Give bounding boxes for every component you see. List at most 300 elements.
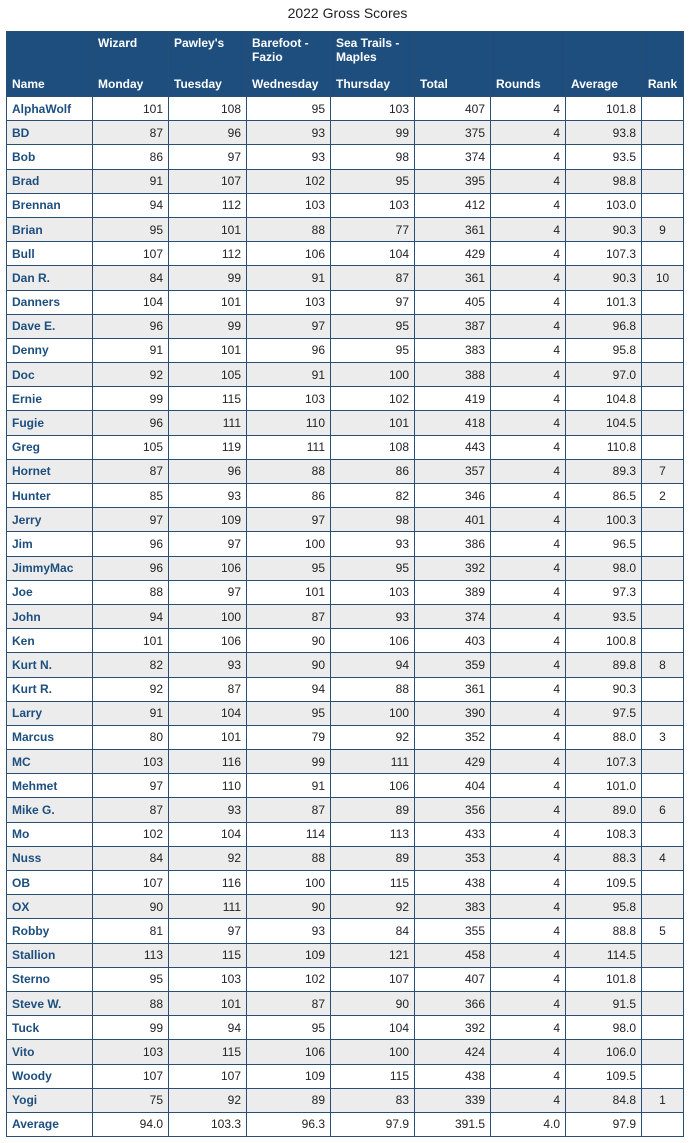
score-cell: 106 xyxy=(247,1040,331,1064)
page-title: 2022 Gross Scores xyxy=(287,5,408,21)
player-name: Robby xyxy=(7,919,93,943)
score-cell: 95 xyxy=(331,338,415,362)
score-cell: 94 xyxy=(331,653,415,677)
score-cell: 93.8 xyxy=(566,121,642,145)
rank-cell xyxy=(642,822,684,846)
score-cell: 4 xyxy=(491,580,566,604)
score-cell: 107 xyxy=(93,1064,169,1088)
score-cell: 105 xyxy=(93,435,169,459)
score-cell: 107 xyxy=(331,967,415,991)
score-cell: 96 xyxy=(93,556,169,580)
score-cell: 96 xyxy=(247,338,331,362)
score-cell: 90 xyxy=(247,629,331,653)
score-cell: 99 xyxy=(331,121,415,145)
rank-cell: 1 xyxy=(642,1088,684,1112)
score-cell: 95 xyxy=(247,701,331,725)
player-name: Hornet xyxy=(7,459,93,483)
scores-table xyxy=(6,31,684,1137)
score-cell: 374 xyxy=(415,145,491,169)
player-name: Marcus xyxy=(7,725,93,749)
score-cell: 91 xyxy=(93,169,169,193)
rank-cell xyxy=(642,750,684,774)
player-name: Jim xyxy=(7,532,93,556)
score-cell: 93 xyxy=(331,532,415,556)
score-cell: 87 xyxy=(331,266,415,290)
score-cell: 4 xyxy=(491,508,566,532)
score-cell: 86 xyxy=(331,459,415,483)
table-row xyxy=(7,266,684,290)
player-name: Hunter xyxy=(7,484,93,508)
rank-cell: 3 xyxy=(642,725,684,749)
player-name: AlphaWolf xyxy=(7,97,93,121)
score-cell: 401 xyxy=(415,508,491,532)
score-cell: 97.9 xyxy=(331,1112,415,1136)
table-row xyxy=(7,871,684,895)
player-name: Greg xyxy=(7,435,93,459)
score-cell: 4 xyxy=(491,629,566,653)
player-name: Average xyxy=(7,1112,93,1136)
score-cell: 88.0 xyxy=(566,725,642,749)
table-row xyxy=(7,435,684,459)
rank-cell xyxy=(642,242,684,266)
score-cell: 94.0 xyxy=(93,1112,169,1136)
score-cell: 114 xyxy=(247,822,331,846)
rank-cell xyxy=(642,193,684,217)
score-cell: 98 xyxy=(331,508,415,532)
rank-cell xyxy=(642,435,684,459)
score-cell: 115 xyxy=(169,943,247,967)
rank-cell xyxy=(642,411,684,435)
rank-cell xyxy=(642,991,684,1015)
score-cell: 90 xyxy=(331,991,415,1015)
score-cell: 96.3 xyxy=(247,1112,331,1136)
player-name: MC xyxy=(7,750,93,774)
rank-cell xyxy=(642,895,684,919)
player-name: Steve W. xyxy=(7,991,93,1015)
score-cell: 87 xyxy=(247,991,331,1015)
score-cell: 4 xyxy=(491,991,566,1015)
score-cell: 103 xyxy=(331,97,415,121)
score-cell: 424 xyxy=(415,1040,491,1064)
score-cell: 104 xyxy=(169,822,247,846)
score-cell: 98.0 xyxy=(566,556,642,580)
score-cell: 89 xyxy=(247,1088,331,1112)
rank-cell xyxy=(642,508,684,532)
score-cell: 88 xyxy=(247,846,331,870)
column-header: Wednesday xyxy=(247,72,331,97)
score-cell: 429 xyxy=(415,242,491,266)
score-cell: 106.0 xyxy=(566,1040,642,1064)
score-cell: 418 xyxy=(415,411,491,435)
score-cell: 97 xyxy=(169,580,247,604)
rank-cell xyxy=(642,532,684,556)
score-cell: 4 xyxy=(491,484,566,508)
player-name: OB xyxy=(7,871,93,895)
score-cell: 4 xyxy=(491,846,566,870)
score-cell: 112 xyxy=(169,193,247,217)
table-body xyxy=(7,97,684,1137)
score-cell: 111 xyxy=(331,750,415,774)
score-cell: 88.3 xyxy=(566,846,642,870)
score-cell: 4 xyxy=(491,725,566,749)
rank-cell xyxy=(642,338,684,362)
score-cell: 383 xyxy=(415,338,491,362)
score-cell: 403 xyxy=(415,629,491,653)
score-cell: 108 xyxy=(169,97,247,121)
score-cell: 419 xyxy=(415,387,491,411)
score-cell: 111 xyxy=(169,895,247,919)
score-cell: 84 xyxy=(93,846,169,870)
score-cell: 4 xyxy=(491,387,566,411)
score-cell: 4 xyxy=(491,145,566,169)
score-cell: 4 xyxy=(491,314,566,338)
player-name: Tuck xyxy=(7,1016,93,1040)
player-name: Larry xyxy=(7,701,93,725)
player-name: Stallion xyxy=(7,943,93,967)
score-cell: 390 xyxy=(415,701,491,725)
table-row xyxy=(7,169,684,193)
score-cell: 98 xyxy=(331,145,415,169)
player-name: Dave E. xyxy=(7,314,93,338)
score-cell: 412 xyxy=(415,193,491,217)
score-cell: 97 xyxy=(331,290,415,314)
score-cell: 388 xyxy=(415,363,491,387)
score-cell: 91 xyxy=(93,701,169,725)
score-cell: 111 xyxy=(169,411,247,435)
score-cell: 112 xyxy=(169,242,247,266)
table-row xyxy=(7,1016,684,1040)
score-cell: 458 xyxy=(415,943,491,967)
score-cell: 99 xyxy=(93,1016,169,1040)
score-cell: 356 xyxy=(415,798,491,822)
score-cell: 387 xyxy=(415,314,491,338)
score-cell: 4 xyxy=(491,97,566,121)
score-cell: 111 xyxy=(247,435,331,459)
rank-cell xyxy=(642,967,684,991)
score-cell: 95 xyxy=(331,314,415,338)
table-row xyxy=(7,991,684,1015)
score-cell: 95.8 xyxy=(566,338,642,362)
score-cell: 104.5 xyxy=(566,411,642,435)
score-cell: 94 xyxy=(93,604,169,628)
score-cell: 87 xyxy=(93,459,169,483)
table-row xyxy=(7,97,684,121)
rank-cell: 2 xyxy=(642,484,684,508)
rank-cell xyxy=(642,97,684,121)
score-cell: 106 xyxy=(169,629,247,653)
score-cell: 352 xyxy=(415,725,491,749)
table-row xyxy=(7,532,684,556)
score-cell: 93 xyxy=(169,653,247,677)
score-cell: 4 xyxy=(491,1040,566,1064)
column-group-header: Pawley's xyxy=(169,32,247,73)
score-cell: 103 xyxy=(93,750,169,774)
player-name: Mike G. xyxy=(7,798,93,822)
rank-cell: 6 xyxy=(642,798,684,822)
score-cell: 405 xyxy=(415,290,491,314)
table-row xyxy=(7,653,684,677)
score-cell: 353 xyxy=(415,846,491,870)
rank-cell xyxy=(642,580,684,604)
score-cell: 4 xyxy=(491,435,566,459)
score-cell: 103 xyxy=(247,290,331,314)
score-cell: 91 xyxy=(247,774,331,798)
score-cell: 4 xyxy=(491,242,566,266)
table-row xyxy=(7,895,684,919)
player-name: Kurt R. xyxy=(7,677,93,701)
score-cell: 90.3 xyxy=(566,266,642,290)
score-cell: 103 xyxy=(169,967,247,991)
score-cell: 4 xyxy=(491,290,566,314)
score-cell: 101.8 xyxy=(566,967,642,991)
column-header: Average xyxy=(566,72,642,97)
score-cell: 375 xyxy=(415,121,491,145)
score-cell: 97 xyxy=(247,508,331,532)
score-cell: 95 xyxy=(247,97,331,121)
rank-cell: 8 xyxy=(642,653,684,677)
score-cell: 96.5 xyxy=(566,532,642,556)
score-cell: 357 xyxy=(415,459,491,483)
column-group-header xyxy=(415,32,491,73)
score-cell: 4 xyxy=(491,217,566,241)
score-cell: 95 xyxy=(247,1016,331,1040)
table-row xyxy=(7,411,684,435)
table-header xyxy=(7,32,684,97)
score-cell: 102 xyxy=(93,822,169,846)
rank-cell xyxy=(642,556,684,580)
table-row xyxy=(7,121,684,145)
score-cell: 92 xyxy=(169,846,247,870)
score-cell: 101.3 xyxy=(566,290,642,314)
score-cell: 4 xyxy=(491,556,566,580)
table-row xyxy=(7,290,684,314)
player-name: Mehmet xyxy=(7,774,93,798)
rank-cell xyxy=(642,604,684,628)
score-cell: 103 xyxy=(331,193,415,217)
score-cell: 92 xyxy=(93,677,169,701)
player-name: Fugie xyxy=(7,411,93,435)
score-cell: 374 xyxy=(415,604,491,628)
rank-cell xyxy=(642,1040,684,1064)
column-group-header xyxy=(491,32,566,73)
table-row xyxy=(7,338,684,362)
player-name: Brad xyxy=(7,169,93,193)
score-cell: 86.5 xyxy=(566,484,642,508)
score-cell: 107 xyxy=(169,1064,247,1088)
rank-cell: 7 xyxy=(642,459,684,483)
score-cell: 87 xyxy=(169,677,247,701)
score-cell: 4 xyxy=(491,871,566,895)
score-cell: 82 xyxy=(331,484,415,508)
score-cell: 93 xyxy=(247,919,331,943)
score-cell: 4 xyxy=(491,338,566,362)
score-cell: 4 xyxy=(491,363,566,387)
score-cell: 106 xyxy=(331,629,415,653)
score-cell: 114.5 xyxy=(566,943,642,967)
table-row xyxy=(7,508,684,532)
column-group-header xyxy=(642,32,684,73)
score-cell: 4 xyxy=(491,653,566,677)
score-cell: 82 xyxy=(93,653,169,677)
score-cell: 4 xyxy=(491,1016,566,1040)
rank-cell xyxy=(642,774,684,798)
rank-cell: 5 xyxy=(642,919,684,943)
score-cell: 97 xyxy=(169,532,247,556)
score-cell: 109.5 xyxy=(566,871,642,895)
score-cell: 87 xyxy=(93,121,169,145)
rank-cell xyxy=(642,169,684,193)
score-cell: 4 xyxy=(491,919,566,943)
score-cell: 4 xyxy=(491,459,566,483)
rank-cell: 4 xyxy=(642,846,684,870)
player-name: Mo xyxy=(7,822,93,846)
score-cell: 88.8 xyxy=(566,919,642,943)
score-cell: 93 xyxy=(331,604,415,628)
table-row xyxy=(7,1064,684,1088)
score-cell: 106 xyxy=(331,774,415,798)
score-cell: 361 xyxy=(415,677,491,701)
table-row xyxy=(7,774,684,798)
player-name: Yogi xyxy=(7,1088,93,1112)
score-cell: 107.3 xyxy=(566,242,642,266)
score-cell: 100.8 xyxy=(566,629,642,653)
score-cell: 95 xyxy=(331,169,415,193)
score-cell: 88 xyxy=(247,217,331,241)
score-cell: 96 xyxy=(169,121,247,145)
score-cell: 339 xyxy=(415,1088,491,1112)
score-cell: 429 xyxy=(415,750,491,774)
column-header: Rank xyxy=(642,72,684,97)
player-name: Dan R. xyxy=(7,266,93,290)
score-cell: 108 xyxy=(331,435,415,459)
rank-cell xyxy=(642,314,684,338)
score-cell: 91 xyxy=(247,266,331,290)
score-cell: 84 xyxy=(93,266,169,290)
score-cell: 103 xyxy=(93,1040,169,1064)
score-cell: 92 xyxy=(169,1088,247,1112)
score-cell: 104 xyxy=(169,701,247,725)
score-cell: 101 xyxy=(331,411,415,435)
score-cell: 97 xyxy=(247,314,331,338)
score-cell: 110.8 xyxy=(566,435,642,459)
table-row xyxy=(7,822,684,846)
player-name: Sterno xyxy=(7,967,93,991)
table-row xyxy=(7,556,684,580)
score-cell: 438 xyxy=(415,871,491,895)
score-cell: 94 xyxy=(247,677,331,701)
score-cell: 102 xyxy=(247,967,331,991)
score-cell: 88 xyxy=(247,459,331,483)
player-name: Doc xyxy=(7,363,93,387)
score-cell: 89.3 xyxy=(566,459,642,483)
rank-cell xyxy=(642,1064,684,1088)
score-cell: 92 xyxy=(93,363,169,387)
rank-cell xyxy=(642,943,684,967)
column-group-header: Wizard xyxy=(93,32,169,73)
player-name: Brennan xyxy=(7,193,93,217)
rank-cell xyxy=(642,1016,684,1040)
score-cell: 106 xyxy=(169,556,247,580)
score-cell: 4 xyxy=(491,193,566,217)
score-cell: 97.3 xyxy=(566,580,642,604)
score-cell: 101.0 xyxy=(566,774,642,798)
column-group-header: Sea Trails - Maples xyxy=(331,32,415,73)
score-cell: 121 xyxy=(331,943,415,967)
score-cell: 366 xyxy=(415,991,491,1015)
score-cell: 95 xyxy=(93,217,169,241)
player-name: Ken xyxy=(7,629,93,653)
score-cell: 97 xyxy=(169,919,247,943)
score-cell: 79 xyxy=(247,725,331,749)
score-cell: 392 xyxy=(415,1016,491,1040)
column-group-header xyxy=(7,32,93,73)
score-cell: 90.3 xyxy=(566,217,642,241)
table-row xyxy=(7,725,684,749)
score-cell: 93 xyxy=(247,121,331,145)
score-cell: 99 xyxy=(247,750,331,774)
score-cell: 90 xyxy=(247,895,331,919)
player-name: Denny xyxy=(7,338,93,362)
table-row xyxy=(7,193,684,217)
table-row xyxy=(7,919,684,943)
score-cell: 103 xyxy=(331,580,415,604)
table-row xyxy=(7,314,684,338)
score-cell: 104.8 xyxy=(566,387,642,411)
score-cell: 93 xyxy=(169,798,247,822)
score-cell: 93 xyxy=(169,484,247,508)
table-row xyxy=(7,750,684,774)
score-cell: 96 xyxy=(93,314,169,338)
score-cell: 116 xyxy=(169,871,247,895)
score-cell: 97 xyxy=(93,774,169,798)
score-cell: 95 xyxy=(247,556,331,580)
player-name: Ernie xyxy=(7,387,93,411)
score-cell: 93.5 xyxy=(566,604,642,628)
score-cell: 85 xyxy=(93,484,169,508)
score-cell: 96 xyxy=(93,411,169,435)
score-cell: 107 xyxy=(93,242,169,266)
table-row xyxy=(7,580,684,604)
score-cell: 361 xyxy=(415,266,491,290)
score-cell: 103.3 xyxy=(169,1112,247,1136)
column-group-header xyxy=(566,32,642,73)
rank-cell: 10 xyxy=(642,266,684,290)
score-cell: 392 xyxy=(415,556,491,580)
score-cell: 355 xyxy=(415,919,491,943)
score-cell: 91 xyxy=(247,363,331,387)
average-row xyxy=(7,1112,684,1136)
table-row xyxy=(7,798,684,822)
score-cell: 113 xyxy=(331,822,415,846)
rank-cell xyxy=(642,629,684,653)
column-header: Monday xyxy=(93,72,169,97)
score-cell: 106 xyxy=(247,242,331,266)
column-header: Total xyxy=(415,72,491,97)
score-cell: 4 xyxy=(491,604,566,628)
score-cell: 4.0 xyxy=(491,1112,566,1136)
score-cell: 92 xyxy=(331,725,415,749)
score-cell: 100 xyxy=(247,532,331,556)
rank-cell xyxy=(642,871,684,895)
score-cell: 4 xyxy=(491,967,566,991)
score-cell: 103 xyxy=(247,387,331,411)
score-cell: 100 xyxy=(331,1040,415,1064)
table-row xyxy=(7,1088,684,1112)
score-cell: 407 xyxy=(415,967,491,991)
table-row xyxy=(7,459,684,483)
score-cell: 86 xyxy=(93,145,169,169)
score-cell: 109 xyxy=(169,508,247,532)
